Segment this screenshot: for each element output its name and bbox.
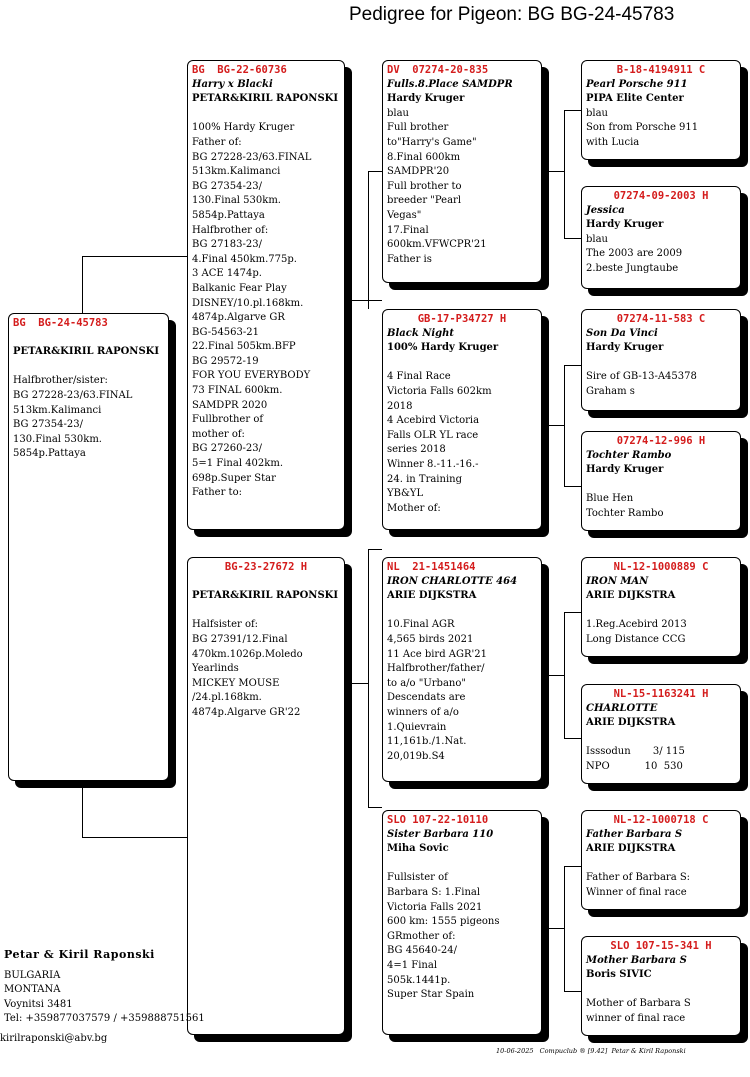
pigeon-note-line: BG 45640-24/: [387, 945, 457, 957]
pigeon-name: Tochter Rambo: [586, 449, 672, 461]
pigeon-note-line: Halfbrother of:: [192, 224, 269, 236]
pigeon-note-line: [586, 983, 736, 998]
pigeon-card-mfm[interactable]: [581, 684, 741, 784]
connector-line: [345, 300, 369, 301]
breeder-info: [4, 948, 205, 1027]
pigeon-owner: Miha Sovic: [387, 843, 449, 855]
connector-line: [368, 300, 382, 301]
pigeon-name: Son Da Vinci: [586, 327, 658, 339]
pigeon-note-line: 20,019b.S4: [387, 750, 445, 762]
pigeon-note-line: 4874p.Algarve GR'22: [192, 706, 301, 718]
pigeon-card-mf[interactable]: [382, 557, 542, 782]
pigeon-card-mmf[interactable]: [581, 810, 741, 910]
pigeon-note-line: Descendats are: [387, 692, 466, 704]
pigeon-note-line: 11,161b./1.Nat.: [387, 736, 467, 748]
pigeon-note-line: 17.Final: [387, 224, 429, 236]
connector-line: [564, 991, 581, 992]
ring-number: BG-23-27672 H: [224, 561, 308, 573]
pigeon-note-line: 73 FINAL 600km.: [192, 385, 283, 397]
pigeon-note-line: breeder "Pearl: [387, 195, 462, 207]
pigeon-owner: PETAR&KIRIL RAPONSKI: [192, 590, 339, 602]
pigeon-note-line: 11 Ace bird AGR'21: [387, 648, 487, 660]
connector-line: [564, 866, 581, 867]
pigeon-note-line: [192, 107, 340, 122]
connector-line: [542, 928, 564, 929]
pigeon-note-line: blau: [586, 233, 609, 245]
pigeon-owner: ARIE DIJKSTRA: [586, 717, 676, 729]
connector-line: [542, 675, 564, 676]
pigeon-name: CHARLOTTE: [586, 702, 658, 714]
pigeon-note-line: Victoria Falls 602km: [387, 385, 492, 397]
connector-line: [564, 365, 565, 486]
pigeon-note-line: [13, 360, 164, 375]
connector-line: [564, 866, 565, 991]
pigeon-note-line: NPO 10 530: [586, 760, 683, 772]
pigeon-note-line: Halfbrother/sister:: [13, 375, 108, 387]
pigeon-card-mmm[interactable]: [581, 936, 741, 1036]
pigeon-note-line: Graham s: [586, 385, 635, 397]
ring-number: NL-12-1000889 C: [613, 561, 709, 573]
pigeon-note-line: Sire of GB-13-A45378: [586, 371, 697, 383]
pigeon-note-line: BG 27391/12.Final: [192, 633, 288, 645]
ring-number: 07274-12-996 H: [616, 435, 706, 447]
pigeon-note-line: [387, 857, 537, 872]
page-title: Pedigree for Pigeon: BG BG-24-45783: [349, 4, 675, 25]
breeder-name: Petar & Kiril Raponski: [4, 948, 155, 961]
pigeon-note-line: blau: [586, 107, 609, 119]
pigeon-name: Mother Barbara S: [586, 954, 687, 966]
pigeon-note-line: [586, 604, 736, 619]
pigeon-note-line: [387, 604, 537, 619]
pigeon-note-line: [586, 857, 736, 872]
connector-line: [368, 549, 369, 807]
pigeon-name: [192, 575, 340, 590]
connector-line: [564, 486, 581, 487]
pigeon-note-line: Father of:: [192, 136, 242, 148]
pigeon-note-line: Halfsister of:: [192, 619, 259, 631]
pigeon-owner: Hardy Kruger: [586, 464, 664, 476]
pigeon-note-line: [192, 604, 340, 619]
pigeon-note-line: Balkanic Fear Play: [192, 282, 287, 294]
pigeon-note-line: 130.Final 530km.: [13, 433, 102, 445]
pigeon-name: Father Barbara S: [586, 828, 683, 840]
pigeon-note-line: SAMDPR'20: [387, 166, 450, 178]
pigeon-note-line: 505k.1441p.: [387, 974, 451, 986]
pigeon-note-line: 4.Final 450km.775p.: [192, 253, 297, 265]
pigeon-note-line: Father to:: [192, 487, 242, 499]
pigeon-note-line: BG 27228-23/63.FINAL: [192, 151, 312, 163]
pigeon-note-line: [387, 356, 537, 371]
pigeon-note-line: Fullsister of: [387, 872, 448, 884]
pigeon-note-line: 1.Quievrain: [387, 721, 447, 733]
pigeon-note-line: Father is: [387, 253, 432, 265]
pigeon-note-line: Mother of:: [387, 502, 441, 514]
pigeon-note-line: Winner of final race: [586, 886, 687, 898]
pigeon-name: Black Night: [387, 327, 455, 339]
pigeon-note-line: 5854p.Pattaya: [13, 448, 86, 460]
pigeon-note-line: Isssodun 3/ 115: [586, 746, 685, 758]
pigeon-note-line: 513km.Kalimanci: [13, 404, 102, 416]
ring-number: SLO 107-15-341 H: [610, 940, 712, 952]
pigeon-owner: ARIE DIJKSTRA: [387, 590, 477, 602]
pigeon-note-line: Barbara S: 1.Final: [387, 886, 481, 898]
pigeon-note-line: Falls OLR YL race: [387, 429, 479, 441]
pigeon-owner: PETAR&KIRIL RAPONSKI: [192, 93, 339, 105]
ring-number: B-18-4194911 C: [616, 64, 706, 76]
pigeon-note-line: Son from Porsche 911: [586, 122, 699, 134]
ring-number: NL-15-1163241 H: [613, 688, 709, 700]
pigeon-note-line: to"Harry's Game": [387, 136, 477, 148]
breeder-region: MONTANA: [4, 984, 61, 996]
ring-number: GB-17-P34727 H: [417, 313, 507, 325]
connector-line: [82, 837, 187, 838]
pigeon-card-fmm[interactable]: [581, 431, 741, 531]
pigeon-card-father[interactable]: [187, 60, 345, 530]
pigeon-note-line: Tochter Rambo: [586, 507, 664, 519]
connector-line: [564, 612, 565, 738]
pigeon-note-line: 698p.Super Star: [192, 472, 276, 484]
pigeon-note-line: 4 Acebird Victoria: [387, 415, 480, 427]
connector-line: [82, 781, 83, 837]
pigeon-note-line: 100% Hardy Kruger: [192, 122, 295, 134]
pigeon-note-line: 4874p.Algarve GR: [192, 312, 285, 324]
pigeon-owner: Boris SIVIC: [586, 969, 652, 981]
pigeon-note-line: winners of a/o: [387, 706, 459, 718]
pigeon-note-line: winner of final race: [586, 1012, 686, 1024]
pigeon-note-line: 22.Final 505km.BFP: [192, 341, 296, 353]
pigeon-note-line: Full brother to: [387, 180, 462, 192]
pigeon-note-line: 4,565 birds 2021: [387, 633, 474, 645]
pigeon-note-line: Halfbrother/father/: [387, 663, 485, 675]
pigeon-note-line: 2.beste Jungtaube: [586, 262, 679, 274]
connector-line: [564, 738, 581, 739]
pigeon-note-line: [586, 731, 736, 746]
pigeon-note-line: YB&YL: [387, 488, 424, 500]
pigeon-name: Fulls.8.Place SAMDPR: [387, 78, 513, 90]
pigeon-note-line: 8.Final 600km: [387, 151, 461, 163]
connector-line: [368, 549, 382, 550]
breeder-country: BULGARIA: [4, 969, 61, 981]
pigeon-card-subject[interactable]: [8, 313, 169, 781]
pigeon-card-mother[interactable]: [187, 557, 345, 1035]
pigeon-name: Pearl Porsche 911: [586, 78, 688, 90]
breeder-email: kirilraponski@abv.bg: [0, 1033, 108, 1044]
connector-line: [564, 612, 581, 613]
pigeon-owner: ARIE DIJKSTRA: [586, 843, 676, 855]
pigeon-note-line: /24.pl.168km.: [192, 692, 262, 704]
pigeon-note-line: BG 27354-23/: [192, 180, 262, 192]
pigeon-note-line: FOR YOU EVERYBODY: [192, 370, 311, 382]
ring-number: BG BG-24-45783: [13, 317, 108, 329]
pigeon-note-line: Vegas": [387, 209, 422, 221]
pigeon-note-line: SAMDPR 2020: [192, 399, 268, 411]
pigeon-note-line: Super Star Spain: [387, 989, 475, 1001]
pigeon-note-line: BG 27260-23/: [192, 443, 262, 455]
pigeon-note-line: 24. in Training: [387, 473, 462, 485]
pigeon-note-line: The 2003 are 2009: [586, 248, 683, 260]
footer-credit: 10-06-2025 Compuclub ® [9.42] Petar & Kiril Raponski: [496, 1047, 686, 1055]
pigeon-note-line: 513km.Kalimanci: [192, 166, 281, 178]
pigeon-card-mff[interactable]: [581, 557, 741, 657]
pigeon-card-fff[interactable]: [581, 60, 741, 160]
pigeon-card-ff[interactable]: [382, 60, 542, 283]
ring-number: DV 07274-20-835: [387, 64, 489, 76]
breeder-phone: Tel: +359877037579 / +359888751561: [4, 1013, 205, 1025]
connector-line: [82, 256, 187, 257]
pigeon-note-line: Fullbrother of: [192, 414, 264, 426]
pigeon-note-line: Yearlinds: [192, 663, 239, 675]
pigeon-note-line: BG 29572-19: [192, 355, 259, 367]
pigeon-note-line: Father of Barbara S:: [586, 872, 691, 884]
pigeon-owner: 100% Hardy Kruger: [387, 342, 499, 354]
pigeon-note-line: DISNEY/10.pl.168km.: [192, 297, 304, 309]
pigeon-owner: PIPA Elite Center: [586, 93, 684, 105]
pigeon-note-line: 600km.VFWCPR'21: [387, 239, 487, 251]
breeder-city: Voynitsi 3481: [4, 998, 73, 1010]
connector-line: [542, 171, 564, 172]
pigeon-note-line: 130.Final 530km.: [192, 195, 281, 207]
pigeon-name: Sister Barbara 110: [387, 828, 494, 840]
pigeon-note-line: 4 Final Race: [387, 371, 451, 383]
pigeon-note-line: 5=1 Final 402km.: [192, 458, 284, 470]
connector-line: [564, 110, 581, 111]
pigeon-note-line: MICKEY MOUSE: [192, 677, 280, 689]
pigeon-note-line: Victoria Falls 2021: [387, 901, 483, 913]
pigeon-card-fm[interactable]: [382, 309, 542, 530]
pigeon-note-line: with Lucia: [586, 136, 640, 148]
pigeon-note-line: BG 27354-23/: [13, 419, 83, 431]
pigeon-card-mm[interactable]: [382, 810, 542, 1035]
pigeon-note-line: 4=1 Final: [387, 959, 438, 971]
pigeon-name: Jessica: [586, 204, 625, 216]
connector-line: [564, 238, 581, 239]
pigeon-note-line: Blue Hen: [586, 493, 634, 505]
ring-number: 07274-09-2003 H: [613, 190, 709, 202]
pigeon-note-line: blau: [387, 107, 410, 119]
pigeon-owner: PETAR&KIRIL RAPONSKI: [13, 346, 160, 358]
pigeon-card-ffm[interactable]: [581, 186, 741, 289]
pigeon-note-line: GRmother of:: [387, 930, 456, 942]
pigeon-note-line: BG 27228-23/63.FINAL: [13, 389, 133, 401]
pigeon-name: [13, 331, 164, 346]
connector-line: [542, 425, 564, 426]
pigeon-owner: Hardy Kruger: [586, 342, 664, 354]
connector-line: [368, 171, 369, 309]
ring-number: NL-12-1000718 C: [613, 814, 709, 826]
pigeon-note-line: 600 km: 1555 pigeons: [387, 916, 500, 928]
pigeon-note-line: Winner 8.-11.-16.-: [387, 458, 479, 470]
pigeon-name: IRON CHARLOTTE 464: [387, 575, 518, 587]
pigeon-note-line: 470km.1026p.Moledo: [192, 648, 303, 660]
connector-line: [564, 110, 565, 238]
ring-number: 07274-11-583 C: [616, 313, 706, 325]
pigeon-card-fmf[interactable]: [581, 309, 741, 411]
pigeon-note-line: 3 ACE 1474p.: [192, 268, 262, 280]
ring-number: SLO 107-22-10110: [387, 814, 489, 826]
pigeon-name: Harry x Blacki: [192, 78, 273, 90]
connector-line: [82, 256, 83, 313]
ring-number: NL 21-1451464: [387, 561, 476, 573]
pigeon-note-line: Long Distance CCG: [586, 633, 686, 645]
pigeon-note-line: BG 27183-23/: [192, 239, 262, 251]
pigeon-note-line: to a/o "Urbano": [387, 677, 466, 689]
ring-number: BG BG-22-60736: [192, 64, 287, 76]
pigeon-note-line: series 2018: [387, 444, 446, 456]
pigeon-note-line: BG-54563-21: [192, 326, 260, 338]
pigeon-note-line: [586, 356, 736, 371]
pigeon-note-line: [586, 478, 736, 493]
pigeon-note-line: 10.Final AGR: [387, 619, 455, 631]
pigeon-note-line: 2018: [387, 400, 413, 412]
connector-line: [368, 807, 382, 808]
connector-line: [345, 683, 369, 684]
pigeon-owner: Hardy Kruger: [586, 219, 664, 231]
pigeon-note-line: Mother of Barbara S: [586, 998, 691, 1010]
pigeon-owner: Hardy Kruger: [387, 93, 465, 105]
pigeon-note-line: 1.Reg.Acebird 2013: [586, 619, 687, 631]
connector-line: [564, 365, 581, 366]
pigeon-owner: ARIE DIJKSTRA: [586, 590, 676, 602]
pigeon-name: IRON MAN: [586, 575, 649, 587]
pigeon-note-line: 5854p.Pattaya: [192, 209, 265, 221]
pigeon-note-line: mother of:: [192, 428, 245, 440]
connector-line: [368, 171, 382, 172]
pigeon-note-line: Full brother: [387, 122, 449, 134]
